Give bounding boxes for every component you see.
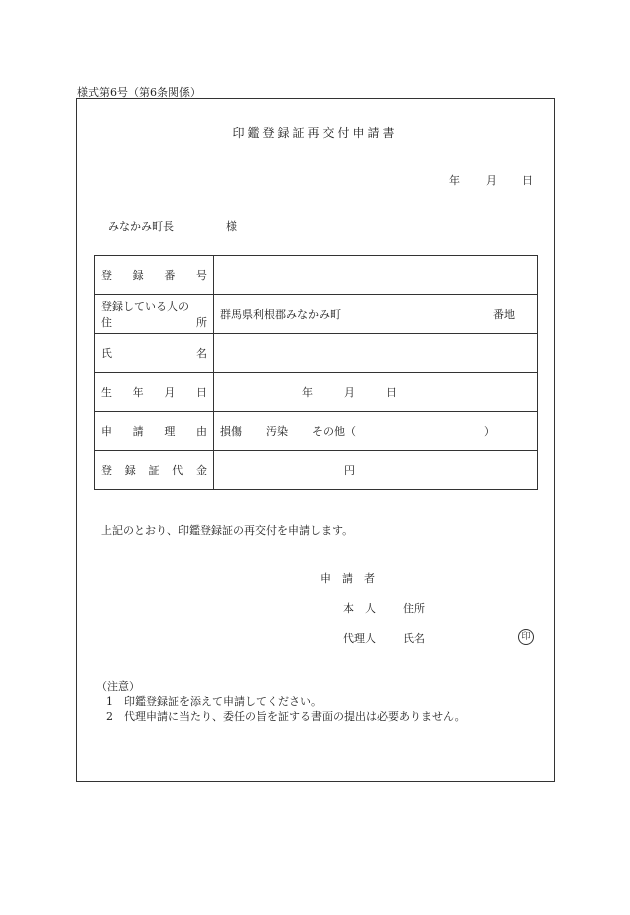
table-row	[95, 256, 538, 295]
form-number: 様式第6号（第6条関係）	[77, 86, 201, 99]
table-row	[95, 412, 538, 451]
seal-mark: 印	[518, 629, 534, 645]
address-label: 登録している人の 住 所	[95, 295, 214, 334]
applicant-name-label: 氏名	[403, 632, 425, 645]
applicant-agent-label: 代理人	[343, 632, 376, 645]
applicant-address-label: 住所	[403, 602, 425, 615]
birthdate-value[interactable]	[214, 373, 538, 412]
name-label: 氏 名	[95, 334, 214, 373]
notes-heading: （注意）	[96, 680, 140, 693]
birthdate-month: 月	[344, 386, 355, 399]
list-item: 2 代理申請に当たり、委任の旨を証する書面の提出は必要ありません。	[106, 710, 466, 723]
birthdate-year: 年	[302, 386, 313, 399]
registration-info-table	[94, 255, 538, 490]
addressee-name: みなかみ町長	[108, 220, 174, 233]
registration-number-label: 登 録 番 号	[95, 256, 214, 295]
table-row	[95, 373, 538, 412]
reason-dirty-option[interactable]: 汚染	[266, 425, 288, 438]
notes-section	[96, 679, 466, 724]
date-day: 日	[522, 174, 533, 187]
applicant-heading: 申 請 者	[320, 572, 375, 585]
fee-label: 登 録 証 代 金	[95, 451, 214, 490]
fee-unit: 円	[344, 464, 355, 477]
registration-number-value[interactable]	[214, 256, 538, 295]
table-row	[95, 451, 538, 490]
document-title: 印鑑登録証再交付申請書	[232, 126, 398, 140]
birthdate-day: 日	[386, 386, 397, 399]
table-row	[95, 334, 538, 373]
table-row	[95, 295, 538, 334]
reason-damage-option[interactable]: 損傷	[220, 425, 242, 438]
address-prefix: 群馬県利根郡みなかみ町	[220, 308, 341, 321]
applicant-self-label: 本 人	[343, 602, 376, 615]
name-value[interactable]	[214, 334, 538, 373]
date-year: 年	[449, 174, 460, 187]
reason-value[interactable]	[214, 412, 538, 451]
reason-other-close: ）	[484, 425, 495, 438]
address-suffix: 番地	[493, 308, 515, 321]
fee-value[interactable]	[214, 451, 538, 490]
address-value[interactable]	[214, 295, 538, 334]
reason-other-option[interactable]: その他（	[312, 425, 356, 438]
list-item: 1 印鑑登録証を添えて申請してください。	[106, 695, 322, 708]
reason-label: 申 請 理 由	[95, 412, 214, 451]
addressee-honorific: 様	[226, 220, 237, 233]
application-statement: 上記のとおり、印鑑登録証の再交付を申請します。	[101, 524, 354, 537]
date-month: 月	[486, 174, 497, 187]
birthdate-label: 生 年 月 日	[95, 373, 214, 412]
